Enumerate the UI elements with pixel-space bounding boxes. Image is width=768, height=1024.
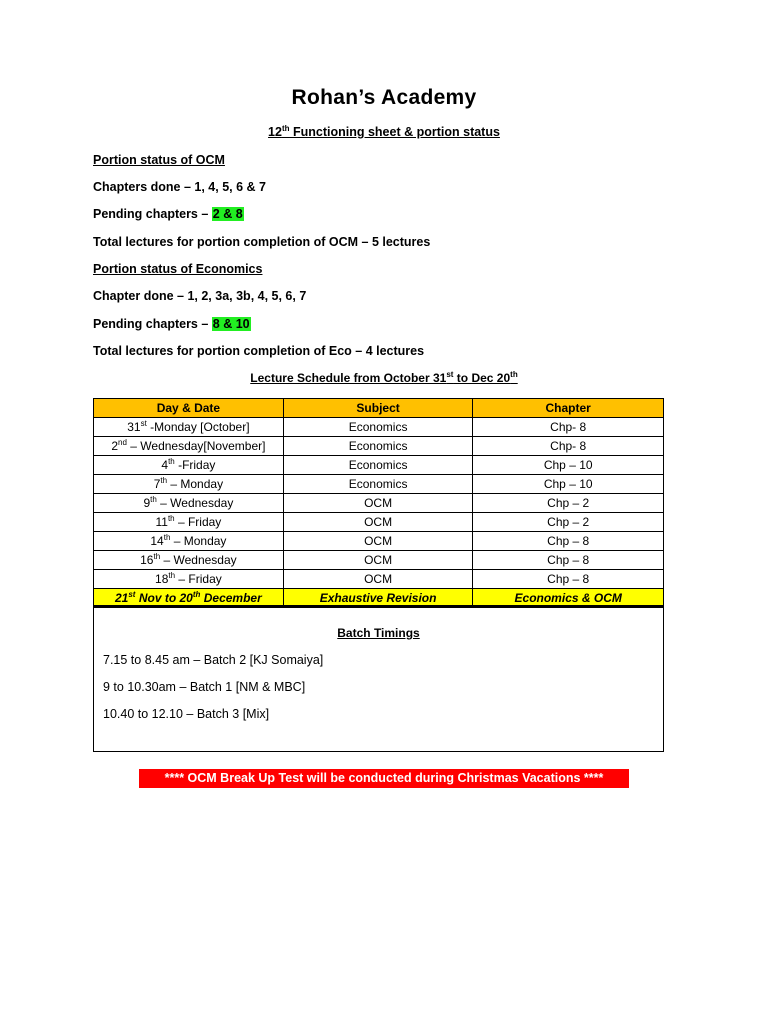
schedule-header-row	[94, 399, 664, 418]
day-suffix: th	[168, 456, 175, 466]
cell-day-date	[94, 418, 284, 437]
eco-pending	[93, 317, 251, 331]
day-text: -Monday [October]	[146, 419, 250, 434]
revision-start-day: 21	[115, 590, 129, 605]
day-suffix: st	[140, 418, 147, 428]
page-subtitle	[0, 125, 768, 139]
day-number: 11	[155, 514, 168, 529]
cell-revision-chapter: Economics & OCM	[473, 589, 664, 608]
eco-heading: Portion status of Economics	[93, 262, 263, 276]
cell-chapter: Chp – 10	[473, 456, 664, 475]
batch-timings-box	[93, 605, 664, 752]
schedule-table	[93, 398, 664, 608]
ocm-chapters-done: Chapters done – 1, 4, 5, 6 & 7	[93, 180, 266, 194]
schedule-title-mid: to Dec 20	[453, 371, 511, 385]
table-row	[94, 513, 664, 532]
cell-subject: OCM	[283, 532, 473, 551]
cell-chapter: Chp- 8	[473, 437, 664, 456]
revision-end-suffix: th	[192, 589, 201, 599]
notice-banner: **** OCM Break Up Test will be conducted during Christmas Vacations ****	[139, 769, 629, 788]
header-day-date: Day & Date	[94, 399, 284, 418]
day-number: 16	[140, 552, 154, 567]
cell-chapter: Chp – 2	[473, 494, 664, 513]
page-title: Rohan’s Academy	[291, 86, 477, 109]
cell-subject: Economics	[283, 437, 473, 456]
cell-day-date	[94, 475, 284, 494]
day-suffix: th	[153, 551, 161, 561]
cell-day-date	[94, 513, 284, 532]
day-text: – Monday	[170, 533, 227, 548]
schedule-title-pre: Lecture Schedule from October 31	[250, 371, 447, 385]
day-number: 2	[111, 438, 119, 453]
table-row	[94, 570, 664, 589]
cell-chapter: Chp- 8	[473, 418, 664, 437]
ocm-total-lectures: Total lectures for portion completion of OCM – 5 lectures	[93, 235, 431, 249]
cell-day-date	[94, 551, 284, 570]
table-row	[94, 494, 664, 513]
day-number: 4	[161, 457, 169, 472]
day-number: 14	[150, 533, 164, 548]
batch-line: 10.40 to 12.10 – Batch 3 [Mix]	[103, 707, 270, 721]
schedule-title-sup2: th	[510, 370, 518, 379]
ocm-pending	[93, 207, 244, 221]
day-suffix: th	[167, 513, 175, 523]
cell-subject: OCM	[283, 494, 473, 513]
table-row	[94, 551, 664, 570]
cell-day-date	[94, 494, 284, 513]
batch-line: 7.15 to 8.45 am – Batch 2 [KJ Somaiya]	[103, 653, 324, 667]
batch-timings-title: Batch Timings	[337, 626, 420, 640]
header-chapter: Chapter	[473, 399, 664, 418]
day-number: 31	[127, 419, 141, 434]
eco-chapters-done: Chapter done – 1, 2, 3a, 3b, 4, 5, 6, 7	[93, 289, 307, 303]
eco-total-lectures: Total lectures for portion completion of Eco – 4 lectures	[93, 344, 425, 358]
subtitle-text: Functioning sheet & portion status	[289, 125, 500, 139]
table-row	[94, 532, 664, 551]
day-suffix: th	[168, 570, 176, 580]
ocm-pending-highlight: 2 & 8	[212, 207, 243, 221]
cell-subject: OCM	[283, 513, 473, 532]
day-suffix: th	[163, 532, 171, 542]
schedule-title-sup1: st	[446, 370, 454, 379]
cell-day-date	[94, 570, 284, 589]
day-text: -Friday	[174, 457, 216, 472]
eco-pending-highlight: 8 & 10	[212, 317, 250, 331]
eco-pending-label: Pending chapters –	[93, 317, 212, 331]
day-number: 9	[143, 495, 151, 510]
cell-subject: OCM	[283, 551, 473, 570]
table-row	[94, 475, 664, 494]
table-row	[94, 456, 664, 475]
cell-chapter: Chp – 8	[473, 551, 664, 570]
day-text: – Wednesday	[160, 552, 237, 567]
cell-chapter: Chp – 8	[473, 570, 664, 589]
day-text: – Friday	[175, 571, 222, 586]
day-suffix: th	[160, 475, 168, 485]
cell-day-date	[94, 532, 284, 551]
table-row	[94, 418, 664, 437]
subtitle-number: 12	[268, 125, 282, 139]
revision-end-text: December	[200, 590, 262, 605]
day-suffix: th	[150, 494, 157, 504]
day-text: – Wednesday[November]	[126, 438, 266, 453]
day-text: – Monday	[167, 476, 224, 491]
batch-line: 9 to 10.30am – Batch 1 [NM & MBC]	[103, 680, 306, 694]
cell-revision-subject: Exhaustive Revision	[283, 589, 473, 608]
header-subject: Subject	[283, 399, 473, 418]
day-text: – Friday	[174, 514, 222, 529]
cell-chapter: Chp – 2	[473, 513, 664, 532]
subtitle-suffix: th	[281, 123, 290, 133]
table-row	[94, 437, 664, 456]
ocm-heading: Portion status of OCM	[93, 153, 225, 167]
cell-subject: OCM	[283, 570, 473, 589]
cell-subject: Economics	[283, 475, 473, 494]
revision-start-suffix: st	[128, 589, 136, 599]
cell-day-date	[94, 437, 284, 456]
day-number: 7	[153, 476, 161, 491]
cell-subject: Economics	[283, 418, 473, 437]
day-text: – Wednesday	[156, 495, 234, 510]
ocm-pending-label: Pending chapters –	[93, 207, 212, 221]
cell-chapter: Chp – 10	[473, 475, 664, 494]
day-suffix: nd	[118, 437, 127, 447]
cell-day-date	[94, 456, 284, 475]
schedule-title	[0, 371, 768, 385]
revision-mid-text: Nov to 20	[135, 590, 193, 605]
cell-subject: Economics	[283, 456, 473, 475]
day-number: 18	[155, 571, 169, 586]
cell-chapter: Chp – 8	[473, 532, 664, 551]
